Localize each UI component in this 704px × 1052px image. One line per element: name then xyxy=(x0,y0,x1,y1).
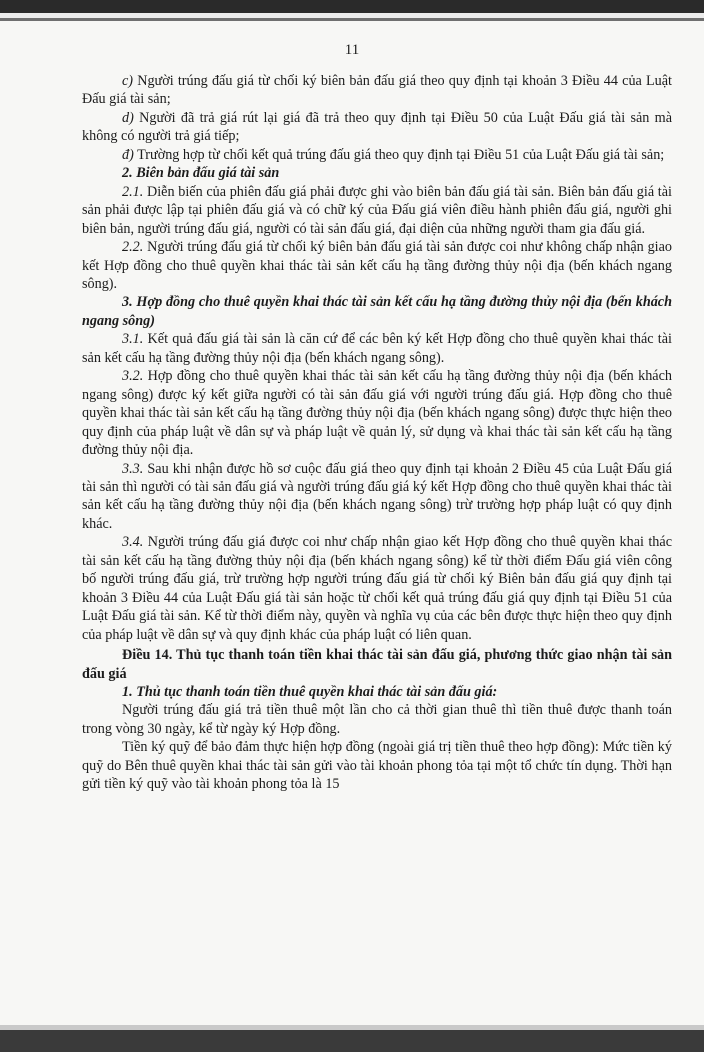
paragraph-text: Người đã trả giá rút lại giá đã trả theo quy định tại Điều 50 của Luật Đấu giá tài sản mà không có người trả giá tiếp; xyxy=(82,109,672,145)
subsection-heading-1 xyxy=(82,683,672,701)
paragraph-lead: 2.1. xyxy=(122,183,144,200)
section-heading-text: 3. Hợp đồng cho thuê quyền khai thác tài sản kết cấu hạ tầng đường thủy nội địa (bến khách ngang sông) xyxy=(82,294,672,329)
page-number: 11 xyxy=(344,42,360,58)
bottom-edge xyxy=(0,1030,704,1052)
section-heading-2 xyxy=(82,164,672,182)
document-body xyxy=(82,72,672,794)
paragraph-c xyxy=(82,72,672,109)
section-heading-text: 2. Biên bản đấu giá tài sản xyxy=(122,165,280,182)
paragraph-text: Diễn biến của phiên đấu giá phải được ghi vào biên bản đấu giá tài sản. Biên bản đấu giá tài sản phải được lập tại phiên đấu giá và có chữ ký của Đấu giá viên điều hành phiên đấu giá, người ghi biên bản, người trúng đấu giá, người có tài sản đấu giá, đại diện của những người tham gia đấu giá. xyxy=(82,183,672,237)
paragraph-text: Kết quả đấu giá tài sản là căn cứ để các bên ký kết Hợp đồng cho thuê quyền khai thác tài sản kết cấu hạ tầng đường thủy nội địa (bến khách ngang sông). xyxy=(82,331,672,366)
paragraph-3-4 xyxy=(82,533,672,644)
paragraph-text: Người trúng đấu giá trả tiền thuê một lần cho cả thời gian thuê thì tiền thuê được thanh toán trong vòng 30 ngày, kể từ ngày ký Hợp đồng. xyxy=(82,702,672,737)
paragraph-text: Tiền ký quỹ để bảo đảm thực hiện hợp đồng (ngoài giá trị tiền thuê theo hợp đồng): Mức tiền ký quỹ do Bên thuê quyền khai thác tài sản gửi vào tài khoản phong tỏa tại một tổ chức tín dụng. Thời hạn gửi tiền ký quỹ vào tài khoản phong tỏa là 15 xyxy=(82,739,672,793)
paragraph-lead: 3.4. xyxy=(122,534,144,551)
paragraph-lead: 3.3. xyxy=(122,460,144,477)
paragraph-text: Người trúng đấu giá từ chối ký biên bản đấu giá tài sản được coi như không chấp nhận giao kết Hợp đồng cho thuê quyền khai thác tài sản kết cấu hạ tầng đường thủy nội địa (bến khách ngang sông). xyxy=(82,239,672,292)
paragraph-lead: d) xyxy=(122,109,134,126)
article-heading-text: Điều 14. Thủ tục thanh toán tiền khai thác tài sản đấu giá, phương thức giao nhận tài sản đấu giá xyxy=(82,647,672,682)
paragraph-text: Người trúng đấu giá được coi như chấp nhận giao kết Hợp đồng cho thuê quyền khai thác tài sản kết cấu hạ tầng đường thủy nội địa (bến khách ngang sông) kể từ thời điểm Đấu giá viên công bố người trúng đấu giá, trừ trường hợp người trúng đấu giá từ chối ký Biên bản đấu giá quy định tại khoản 3 Điều 44 của Luật Đấu giá tài sản hoặc từ chối kết quả trúng đấu giá quy định tại Điều 51 của Luật Đấu giá tài sản. Kể từ thời điểm này, quyền và nghĩa vụ của các bên được thực hiện theo quy định của pháp luật về dân sự và quy định khác của pháp luật có liên quan. xyxy=(82,534,672,643)
paragraph-3-1 xyxy=(82,330,672,367)
paragraph-lead: đ) xyxy=(122,146,134,163)
paragraph-dd xyxy=(82,146,672,164)
paragraph-lead: 3.1. xyxy=(122,331,144,348)
paragraph-deposit xyxy=(82,738,672,793)
top-edge xyxy=(0,0,704,13)
paragraph-lead: 2.2. xyxy=(122,239,144,256)
paragraph-d xyxy=(82,109,672,146)
paragraph-text: Hợp đồng cho thuê quyền khai thác tài sản kết cấu hạ tầng đường thủy nội địa (bến khách ngang sông) được ký kết giữa người có tài sản đấu giá với người trúng đấu giá. Hợp đồng cho thuê quyền khai thác tài sản kết cấu hạ tầng đường thủy nội địa (bến khách ngang sông) được thực hiện theo quy định của pháp luật về dân sự và pháp luật về quản lý, sử dụng và khai thác tài sản kết cấu hạ tầng đường thủy nội địa. xyxy=(82,368,672,459)
paragraph-text: Sau khi nhận được hồ sơ cuộc đấu giá theo quy định tại khoản 2 Điều 45 của Luật Đấu giá tài sản thì người có tài sản đấu giá và người trúng đấu giá ký kết Hợp đồng cho thuê quyền khai thác tài sản kết cấu hạ tầng đường thủy nội địa (bến khách ngang sông) trừ trường hợp pháp luật có quy định khác. xyxy=(82,460,672,532)
paragraph-3-3 xyxy=(82,460,672,534)
paragraph-lead: 3.2. xyxy=(122,368,144,385)
paragraph-2-2 xyxy=(82,238,672,293)
paragraph-2-1 xyxy=(82,183,672,238)
paragraph-text: Trường hợp từ chối kết quả trúng đấu giá theo quy định tại Điều 51 của Luật Đấu giá tài sản; xyxy=(133,146,665,163)
paragraph-3-2 xyxy=(82,367,672,459)
paragraph-text: Người trúng đấu giá từ chối ký biên bản đấu giá theo quy định tại khoản 3 Điều 44 của Luật Đấu giá tài sản; xyxy=(82,73,672,108)
subsection-heading-text: 1. Thủ tục thanh toán tiền thuê quyền khai thác tài sản đấu giá: xyxy=(122,683,498,700)
paragraph-lead: c) xyxy=(122,73,134,89)
paragraph-payment xyxy=(82,701,672,738)
article-14-heading xyxy=(82,646,672,683)
section-heading-3 xyxy=(82,293,672,330)
